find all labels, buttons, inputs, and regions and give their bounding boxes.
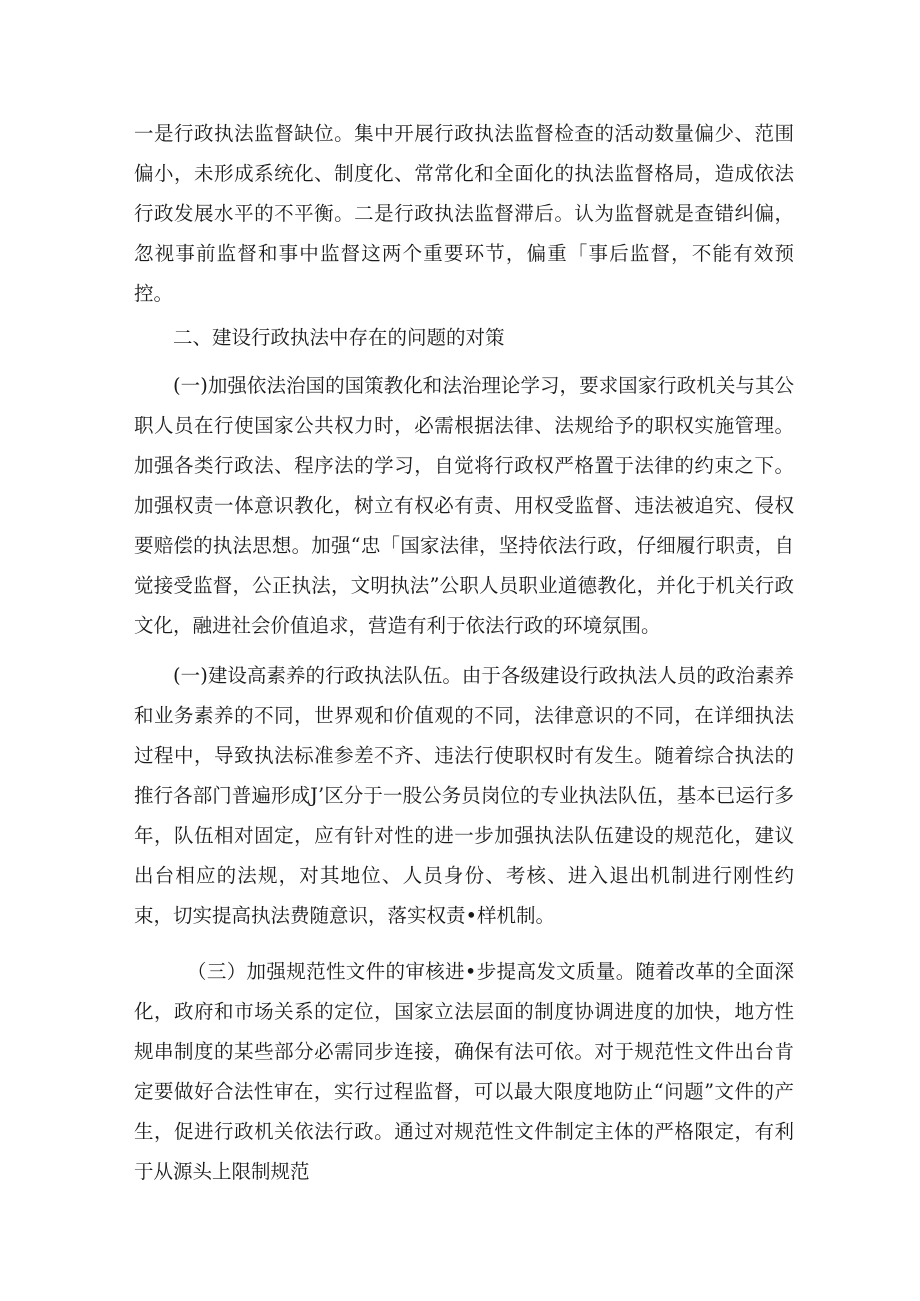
- paragraph-countermeasure-1: (一)加强依法治国的国策教化和法治理论学习，要求国家行政机关与其公职人员在行使国家公共权力时，必需根据法律、法规给予的职权实施管理。加强各类行政法、程序法的学习，自觉将行政权严格置于法律的约束之下。加强权责一体意识教化，树立有权必有责、用权受监督、违法被追究、侵权要赔偿的执法思想。加强“忠「国家法律，坚持依法行政，仔细履行职责，自觉接受监督，公正执法，文明执法”公职人员职业道德教化，并化于机关行政文化，融进社会价值追求，营造有利于依法行政的环境氛围。: [134, 374, 794, 637]
- paragraph-supervision-gap: 一是行政执法监督缺位。集中开展行政执法监督检查的活动数量偏少、范围偏小，未形成系统化、制度化、常常化和全面化的执法监督格局，造成依法行政发展水平的不平衡。二是行政执法监督滞后。认为监督就是查错纠偏，忽视事前监督和事中监督这两个重要环节，偏重「事后监督，不能有效预控。: [134, 122, 794, 305]
- document-body: [134, 114, 794, 1192]
- paragraph-countermeasure-2: (一)建设高素养的行政执法队伍。由于各级建设行政执法人员的政治素养和业务素养的不同，世界观和价值观的不同，法律意识的不同，在详细执法过程中，导致执法标准参差不齐、违法行使职权时有发生。随着综合执法的推行各部门普遍形成J’区分于一股公务员岗位的专业执法队伍，基本已运行多年，队伍相对固定，应有针对性的进一步加强执法队伍建设的规范化，建议出台相应的法规，对其地位、人员身份、考核、进入退出机制进行刚性约束，切实提高执法费随意识，落实权责•样机制。: [134, 664, 794, 927]
- section-heading-countermeasures: 二、建设行政执法中存在的问题的对策: [173, 326, 505, 349]
- paragraph-countermeasure-3: （三）加强规范性文件的审核进•步提高发文质量。随着改革的全面深化，政府和市场关系的定位，国家立法层面的制度协调进度的加快，地方性规串制度的某些部分必需同步连接，确保有法可依。对于规范性文件出台肯定要做好合法性审在，实行过程监督，可以最大限度地防止“问题”文件的产生，促进行政机关依法行政。通过对规范性文件制定主体的严格限定，有利于从源头上限制规范: [134, 960, 794, 1183]
